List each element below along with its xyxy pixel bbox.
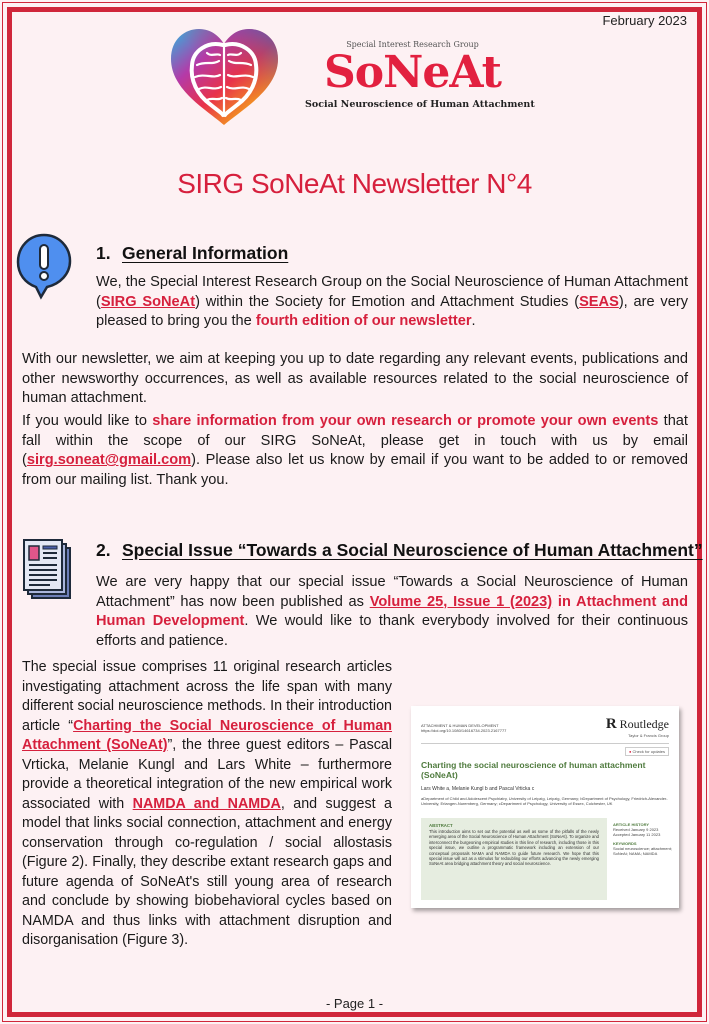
sirg-soneat-link[interactable]: SIRG SoNeAt — [100, 293, 196, 310]
newspaper-icon — [22, 538, 74, 602]
article-abstract: ABSTRACT This introduction aims to set out the potential as well as some of the pitfalls of the newly emerging area of the Social Neuroscience of Human Attachment (SoNeAt). To organize and interconnect the burgeoning empirical studies in this line of research, including those in this special issue, we outline a programmatic framework including an extension of our conceptual proposals NAMA and NAMDA to guide future research. We hope that this special issue will act as a stimulus for redoubling our efforts advancing the newly emerging SoNeAt area bridging attachment theory and social neuroscience. — [421, 818, 607, 900]
heart-brain-icon — [167, 25, 282, 130]
newsletter-title: SIRG SoNeAt Newsletter N°4 — [177, 168, 532, 199]
seas-link[interactable]: SEAS — [579, 293, 619, 310]
routledge-logo: R Routledge Taylor & Francis Group — [605, 716, 669, 738]
logo — [305, 40, 535, 110]
section-1-intro: We, the Special Interest Research Group on the Social Neuroscience of Human Attachment (SIRG SoNeAt) within the Society for Emotion and Attachment Studies (SEAS), are very pleased to bring you the fourth edition of our newsletter. — [96, 274, 688, 330]
article-thumbnail[interactable] — [411, 706, 679, 908]
section-1-heading: 1. General Information — [96, 243, 289, 263]
article-authors: Lars White a, Melanie Kungl b and Pascal Vrticka c — [421, 786, 535, 792]
article-history: ARTICLE HISTORY Received January 9 2023 Accepted January 11 2023 KEYWORDS Social neuroscience; attachment; SoNeAt; NAMA; NAMDA — [613, 822, 672, 856]
volume-link[interactable]: Volume 25, Issue 1 (2023) — [369, 593, 553, 610]
logo-name: SoNeAt — [323, 47, 502, 98]
section-1-contact: If you would like to share information from your own research or promote your own events that fall within the scope of our SIRG SoNeAt, please get in touch with us by email (sirg.soneat@gmail.com). Please also let us know by email if you want to be added to or removed from our mailing list. Thank you. — [22, 413, 688, 488]
check-for-updates-badge: ● Check for updates — [625, 747, 669, 756]
email-link[interactable]: sirg.soneat@gmail.com — [26, 452, 192, 469]
page-number: - Page 1 - — [325, 996, 384, 1011]
section-2-body: The special issue comprises 11 original research articles investigating attachment across the life span with many different social neuroscience methods. In their introduction article “Charting the Social Neuroscience of Human Attachment (SoNeAt)”, the three guest editors – Pascal Vrticka, Melanie Kungl and Lars White – furthermore provide a theoretical integration of the new empirical work associated with NAMDA and NAMDA, and suggest a model that links social connection, attachment and energy conservation through co-regulation / social allostasis (Figure 2). Finally, they describe extant research gaps and future agenda of SoNeAt's still young area of research and conclude by showing biobehavioral cycles based on NAMDA and thus links with attachment disruption and disorganisation (Figure 3). — [22, 659, 393, 948]
issue-date: February 2023 — [602, 13, 687, 28]
namda-link[interactable]: NAMDA and NAMDA — [132, 795, 281, 812]
logo-subtitle: Social Neuroscience of Human Attachment — [305, 99, 535, 110]
section-2-intro: We are very happy that our special issue “Towards a Social Neuroscience of Human Attachment” has now been published as Volume 25, Issue 1 (2023) in Attachment and Human Development. We would like to thank everybody involved for their continuous efforts and patience. — [96, 574, 689, 649]
exclamation-speech-bubble-icon — [15, 232, 73, 300]
article-title: Charting the social neuroscience of human attachment (SoNeAt) — [421, 760, 646, 780]
section-2-heading: 2. Special Issue “Towards a Social Neuroscience of Human Attachment” — [96, 540, 703, 560]
section-1-purpose: With our newsletter, we aim at keeping you up to date regarding any relevant events, publications and other newsworthy occurrences, as well as available resources related to the social neuroscience of human attachment. — [22, 351, 688, 407]
article-divider — [421, 743, 669, 744]
article-journal: ATTACHMENT & HUMAN DEVELOPMENT https://doi.org/10.1080/14616734.2023.2167777 — [421, 723, 507, 733]
article-affiliations: aDepartment of Child and Adolescent Psychiatry, University of Leipzig, Leipzig, Germany; bDepartment of Psychology, Friedrich-Alexander-University, Erlangen-Nuremberg, Germany; cDepartment of Psychology, University of Essex, Colchester, UK — [421, 796, 668, 806]
logo-small-text: Special Interest Research Group — [346, 40, 479, 49]
charting-article-link[interactable]: Charting the Social Neuroscience of Human Attachment (SoNeAt) — [22, 717, 392, 753]
